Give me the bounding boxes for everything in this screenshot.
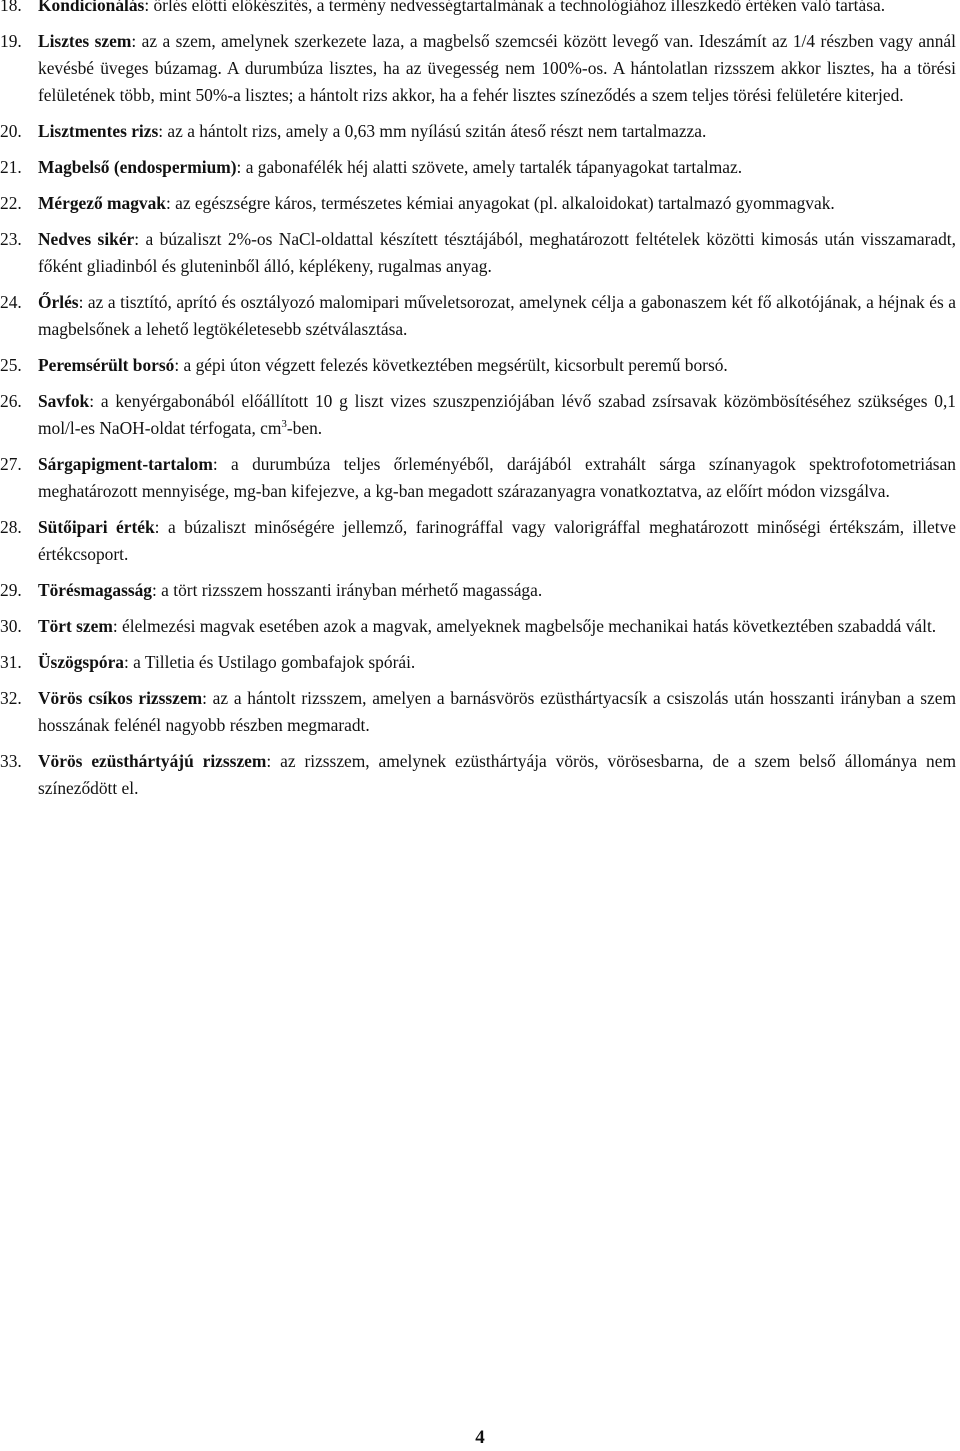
definition-text: : élelmezési magvak esetében azok a magvak, amelyeknek magbelsője mechanikai hatás következtében szabaddá vált. [112, 616, 937, 636]
definition-text: : a búzaliszt 2%-os NaCl-oldattal készített tésztájából, meghatározott feltételek közötti kimosás után visszamaradt, főként gliadinból és gluteninből álló, képlékeny, rugalmas anyag. [38, 229, 956, 276]
page-number: 4 [475, 1427, 485, 1448]
definition-text: : az a tisztító, aprító és osztályozó malomipari műveletsorozat, amelynek célja a gabonaszem két fő alkotójának, a héjnak és a magbelsőnek a lehető legtökéletesebb szétválasztása. [38, 292, 956, 339]
definition-term: Peremsérült borsó [38, 355, 175, 375]
definition-term: Törésmagasság [38, 580, 152, 600]
definition-item [0, 289, 956, 343]
definition-number: 27. [0, 454, 22, 474]
definition-text: : a gabonafélék héj alatti szövete, amely tartalék tápanyagokat tartalmaz. [236, 157, 743, 177]
definition-item [0, 190, 956, 217]
definition-item [0, 577, 956, 604]
definition-text: : a Tilletia és Ustilago gombafajok spórái. [124, 652, 416, 672]
definition-text: : őrlés előtti előkészítés, a termény nedvességtartalmának a technológiához illeszkedő értéken való tartása. [144, 0, 886, 15]
definition-item [0, 0, 956, 19]
definition-text: : a kenyérgabonából előállított 10 g liszt vizes szuszpenziójában lévő szabad zsírsavak közömbösítéséhez szükséges 0,1 mol/l-es NaOH-oldat térfogata, cm [38, 391, 956, 438]
definition-term: Tört szem [38, 616, 113, 636]
definition-term: Vörös ezüsthártyájú rizsszem [38, 751, 267, 771]
definition-item [0, 226, 956, 280]
definition-term: Vörös csíkos rizsszem [38, 688, 203, 708]
definition-term: Mérgező magvak [38, 193, 166, 213]
definition-item [0, 451, 956, 505]
definition-text: : a tört rizsszem hosszanti irányban mérhető magassága. [152, 580, 543, 600]
definition-text: : a gépi úton végzett felezés következtében megsérült, kicsorbult peremű borsó. [174, 355, 728, 375]
definition-term: Savfok [38, 391, 90, 411]
definition-term: Nedves sikér [38, 229, 135, 249]
definition-item [0, 748, 956, 802]
definition-text: : az egészségre káros, természetes kémiai anyagokat (pl. alkaloidokat) tartalmazó gyommagvak. [165, 193, 835, 213]
definition-number: 29. [0, 580, 22, 600]
definition-term: Lisztmentes rizs [38, 121, 159, 141]
definition-text: : a durumbúza teljes őrleményéből, darájából extrahált sárga színanyagok spektrofotometriásan meghatározott mennyisége, mg-ban kifejezve, a kg-ban megadott szárazanyagra vonatkoztatva, az előírt módon vizsgálva. [38, 454, 956, 501]
definition-term: Kondicionálás [38, 0, 145, 15]
definition-item [0, 388, 956, 442]
definition-item [0, 514, 956, 568]
definition-number: 33. [0, 751, 22, 771]
definition-text: : az rizsszem, amelynek ezüsthártyája vörös, vörösesbarna, de a szem belső állománya nem színeződött el. [38, 751, 956, 798]
definition-number: 22. [0, 193, 22, 213]
definition-text: : az a hántolt rizsszem, amelyen a barnásvörös ezüsthártyacsík a csiszolás után hosszanti irányban a szem hosszának felénél nagyobb részben megmaradt. [38, 688, 956, 735]
superscript: 3 [281, 418, 287, 430]
definition-number: 26. [0, 391, 22, 411]
definition-term: Sárgapigment-tartalom [38, 454, 213, 474]
definition-number: 23. [0, 229, 22, 249]
definition-number: 31. [0, 652, 22, 672]
definition-number: 18. [0, 0, 22, 15]
definition-number: 25. [0, 355, 22, 375]
definition-number: 32. [0, 688, 22, 708]
definition-term: Lisztes szem [38, 31, 132, 51]
definition-number: 30. [0, 616, 22, 636]
definition-number: 21. [0, 157, 22, 177]
definition-term: Üszögspóra [38, 652, 124, 672]
definition-text: : a búzaliszt minőségére jellemző, farinográffal vagy valorigráffal meghatározott minőségi értékszám, illetve értékcsoport. [38, 517, 956, 564]
definition-text: : az a szem, amelynek szerkezete laza, a magbelső szemcséi között levegő van. Ideszámít az 1/4 részben vagy annál kevésbé üveges búzamag. A durumbúza lisztes, ha az üvegesség nem 100%-os. A hántolatlan rizsszem akkor lisztes, ha a törési felületének több, mint 50%-a lisztes; a hántolt rizs akkor, ha a fehér lisztes színeződés a szem teljes törési felületére kiterjed. [38, 31, 956, 105]
definition-term: Őrlés [38, 292, 79, 312]
definition-item [0, 28, 956, 109]
definition-text-suffix: -ben. [286, 418, 323, 438]
definition-item [0, 352, 956, 379]
definition-number: 28. [0, 517, 22, 537]
definition-item [0, 613, 956, 640]
definition-number: 19. [0, 31, 22, 51]
definition-item [0, 154, 956, 181]
definition-item [0, 685, 956, 739]
definition-term: Magbelső (endospermium) [38, 157, 237, 177]
definition-item [0, 649, 956, 676]
definition-item [0, 118, 956, 145]
definition-number: 20. [0, 121, 22, 141]
definition-term: Sütőipari érték [38, 517, 155, 537]
definition-text: : az a hántolt rizs, amely a 0,63 mm nyílású szitán áteső részt nem tartalmazza. [158, 121, 707, 141]
definition-number: 24. [0, 292, 22, 312]
